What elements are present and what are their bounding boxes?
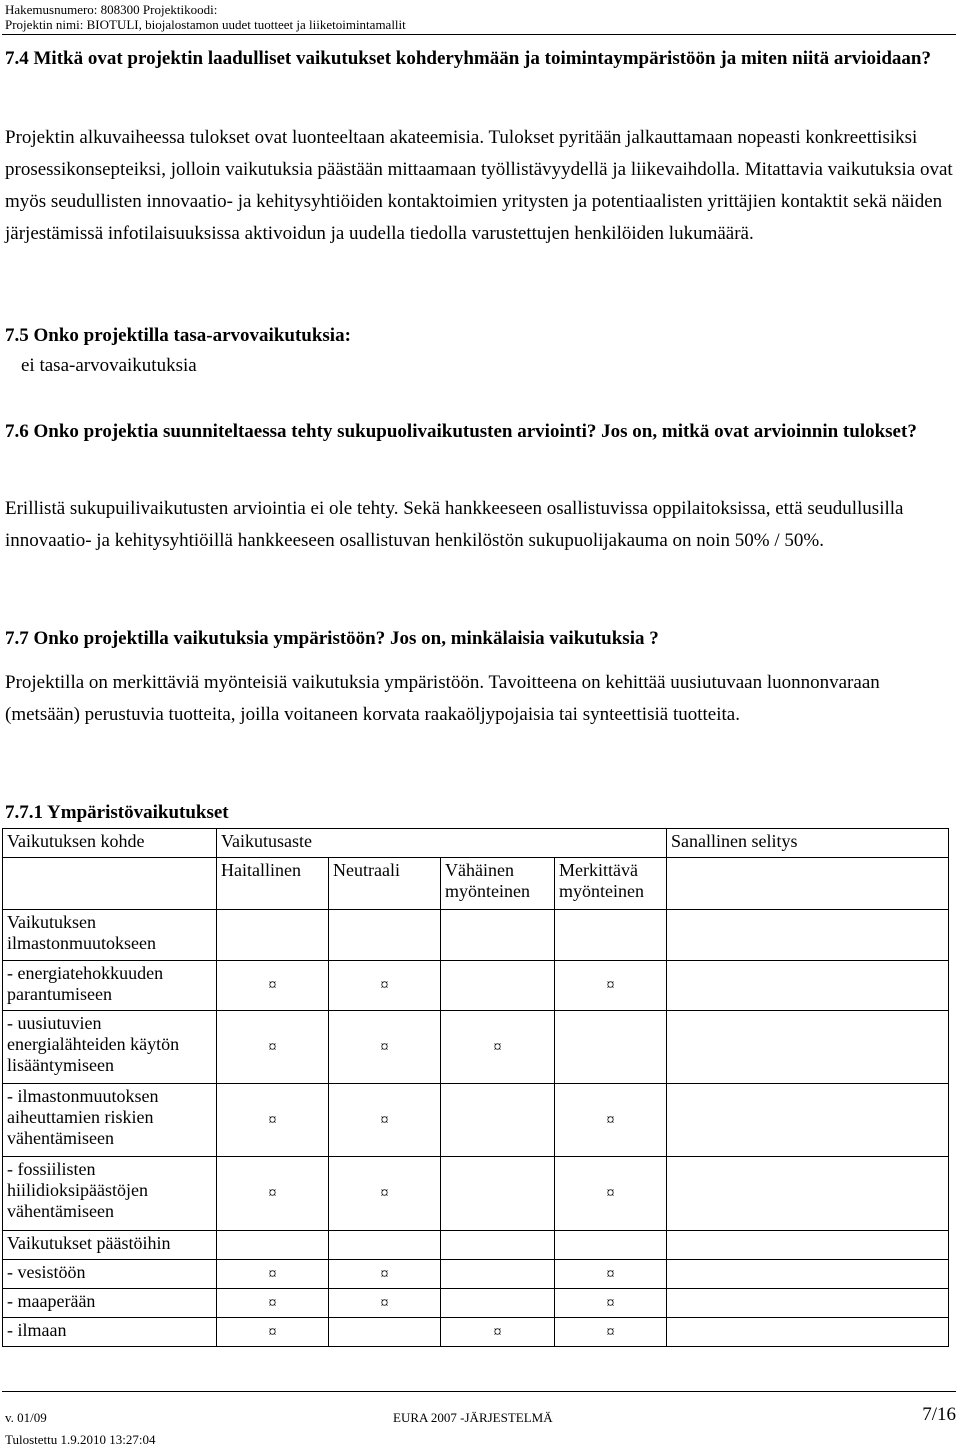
row-label: - maaperään	[3, 1289, 217, 1318]
table-header-row	[3, 829, 949, 858]
table-row	[3, 1231, 949, 1260]
impact-mark-cell: ¤	[555, 1318, 667, 1347]
impact-mark-cell	[441, 1289, 555, 1318]
impact-mark-cell	[441, 1084, 555, 1157]
description-cell	[667, 1231, 949, 1260]
footer-version: v. 01/09	[5, 1410, 47, 1425]
column-header-impact-level: Vaikutusaste	[217, 829, 667, 858]
description-cell	[667, 1260, 949, 1289]
table-row	[3, 1318, 949, 1347]
impact-mark-cell: ¤	[555, 961, 667, 1011]
header-application-number: Hakemusnumero: 808300 Projektikoodi:	[5, 2, 218, 17]
impact-mark-cell: ¤	[217, 1157, 329, 1231]
impact-mark-cell	[441, 1231, 555, 1260]
row-label: Vaikutuksen ilmastonmuutokseen	[3, 910, 217, 961]
impact-mark-cell: ¤	[441, 1318, 555, 1347]
impact-mark-cell: ¤	[555, 1260, 667, 1289]
impact-mark-cell: ¤	[217, 1318, 329, 1347]
row-label: - vesistöön	[3, 1260, 217, 1289]
table-row	[3, 1289, 949, 1318]
impact-mark-cell: ¤	[329, 1260, 441, 1289]
section-7-7-1-heading: 7.7.1 Ympäristövaikutukset	[5, 802, 229, 823]
impact-mark-cell	[441, 1157, 555, 1231]
table-row	[3, 961, 949, 1011]
subheader-neutral: Neutraali	[329, 858, 441, 910]
impact-mark-cell: ¤	[555, 1289, 667, 1318]
impact-mark-cell	[329, 1231, 441, 1260]
table-row	[3, 1260, 949, 1289]
impact-mark-cell: ¤	[329, 1157, 441, 1231]
column-header-description: Sanallinen selitys	[667, 829, 949, 858]
footer-printed-timestamp: Tulostettu 1.9.2010 13:27:04	[5, 1432, 156, 1447]
impact-mark-cell: ¤	[329, 1289, 441, 1318]
header-project-name: Projektin nimi: BIOTULI, biojalostamon uudet tuotteet ja liiketoimintamallit	[5, 17, 406, 32]
section-7-4-body: Projektin alkuvaiheessa tulokset ovat luonteeltaan akateemisia. Tulokset pyritään jalkauttamaan nopeasti konkreettisiksi prosessikonsepteiksi, jolloin vaikutuksia päästään mittaamaan työllistävyydellä ja liikevaihdolla. Mitattavia vaikutuksia ovat myös seudullisten innovaatio- ja kehitysyhtiöiden kontaktoimien yritysten ja potentiaalisten yrittäjien kontaktit sekä näiden järjestämissä infotilaisuuksissa aktivoidun ja uudella tiedolla varustettujen henkilöiden lukumäärä.	[5, 127, 953, 244]
impact-mark-cell	[441, 1260, 555, 1289]
subheader-significantly-positive: Merkittävä myönteinen	[555, 858, 667, 910]
impact-mark-cell: ¤	[217, 1260, 329, 1289]
impact-mark-cell	[329, 1318, 441, 1347]
header-divider	[2, 34, 956, 35]
impact-mark-cell: ¤	[329, 961, 441, 1011]
impact-mark-cell	[217, 1231, 329, 1260]
description-cell	[667, 1157, 949, 1231]
impact-mark-cell: ¤	[217, 961, 329, 1011]
section-7-4-heading: 7.4 Mitkä ovat projektin laadulliset vaikutukset kohderyhmään ja toimintaympäristöön ja miten niitä arvioidaan?	[5, 48, 931, 69]
impact-mark-cell: ¤	[555, 1084, 667, 1157]
row-label: - ilmaan	[3, 1318, 217, 1347]
row-label: - uusiutuvien energialähteiden käytön lisääntymiseen	[3, 1011, 217, 1084]
subheader-harmful: Haitallinen	[217, 858, 329, 910]
footer-divider	[2, 1391, 956, 1392]
section-7-6-body: Erillistä sukupuilivaikutusten arviointia ei ole tehty. Sekä hankkeeseen osallistuvissa oppilaitoksissa, että seudullusilla innovaatio- ja kehitysyhtiöillä hankkeeseen osallistuvan henkilöstön sukupuolijakauma on noin 50% / 50%.	[5, 498, 904, 551]
impact-mark-cell: ¤	[441, 1011, 555, 1084]
row-label: Vaikutukset päästöihin	[3, 1231, 217, 1260]
impact-mark-cell	[555, 1011, 667, 1084]
environmental-impacts-table	[2, 828, 949, 1347]
impact-mark-cell: ¤	[217, 1289, 329, 1318]
table-row	[3, 1157, 949, 1231]
description-cell	[667, 1011, 949, 1084]
impact-mark-cell	[329, 910, 441, 961]
description-cell	[667, 961, 949, 1011]
impact-mark-cell	[217, 910, 329, 961]
impact-mark-cell: ¤	[217, 1084, 329, 1157]
row-label: - ilmastonmuutoksen aiheuttamien riskien vähentämiseen	[3, 1084, 217, 1157]
impact-mark-cell: ¤	[555, 1157, 667, 1231]
row-label: - energiatehokkuuden parantumiseen	[3, 961, 217, 1011]
table-row	[3, 910, 949, 961]
table-row	[3, 1011, 949, 1084]
section-7-5-heading: 7.5 Onko projektilla tasa-arvovaikutuksia:	[5, 325, 351, 346]
section-7-6-heading: 7.6 Onko projektia suunniteltaessa tehty sukupuolivaikutusten arviointi? Jos on, mitkä ovat arvioinnin tulokset?	[5, 421, 917, 442]
row-label: - fossiilisten hiilidioksipäästöjen vähentämiseen	[3, 1157, 217, 1231]
table-subheader-row	[3, 858, 949, 910]
section-7-5-body: ei tasa-arvovaikutuksia	[21, 355, 197, 376]
footer-system-name: EURA 2007 -JÄRJESTELMÄ	[393, 1410, 553, 1425]
footer-page-number: 7/16	[922, 1404, 956, 1425]
impact-mark-cell: ¤	[329, 1084, 441, 1157]
impact-mark-cell	[441, 961, 555, 1011]
table-row	[3, 1084, 949, 1157]
section-7-7-body: Projektilla on merkittäviä myönteisiä vaikutuksia ympäristöön. Tavoitteena on kehittää uusiutuvaan luonnonvaraan (metsään) perustuvia tuotteita, joilla voitaneen korvata raakaöljypojaisia tai synteettisiä tuotteita.	[5, 672, 880, 725]
column-header-target: Vaikutuksen kohde	[3, 829, 217, 858]
impact-mark-cell: ¤	[329, 1011, 441, 1084]
description-cell	[667, 1289, 949, 1318]
impact-mark-cell	[555, 1231, 667, 1260]
section-7-7-heading: 7.7 Onko projektilla vaikutuksia ympäristöön? Jos on, minkälaisia vaikutuksia ?	[5, 628, 659, 649]
subheader-slightly-positive: Vähäinen myönteinen	[441, 858, 555, 910]
impact-mark-cell: ¤	[217, 1011, 329, 1084]
description-cell	[667, 910, 949, 961]
description-cell	[667, 1084, 949, 1157]
description-cell	[667, 1318, 949, 1347]
impact-mark-cell	[441, 910, 555, 961]
impact-mark-cell	[555, 910, 667, 961]
